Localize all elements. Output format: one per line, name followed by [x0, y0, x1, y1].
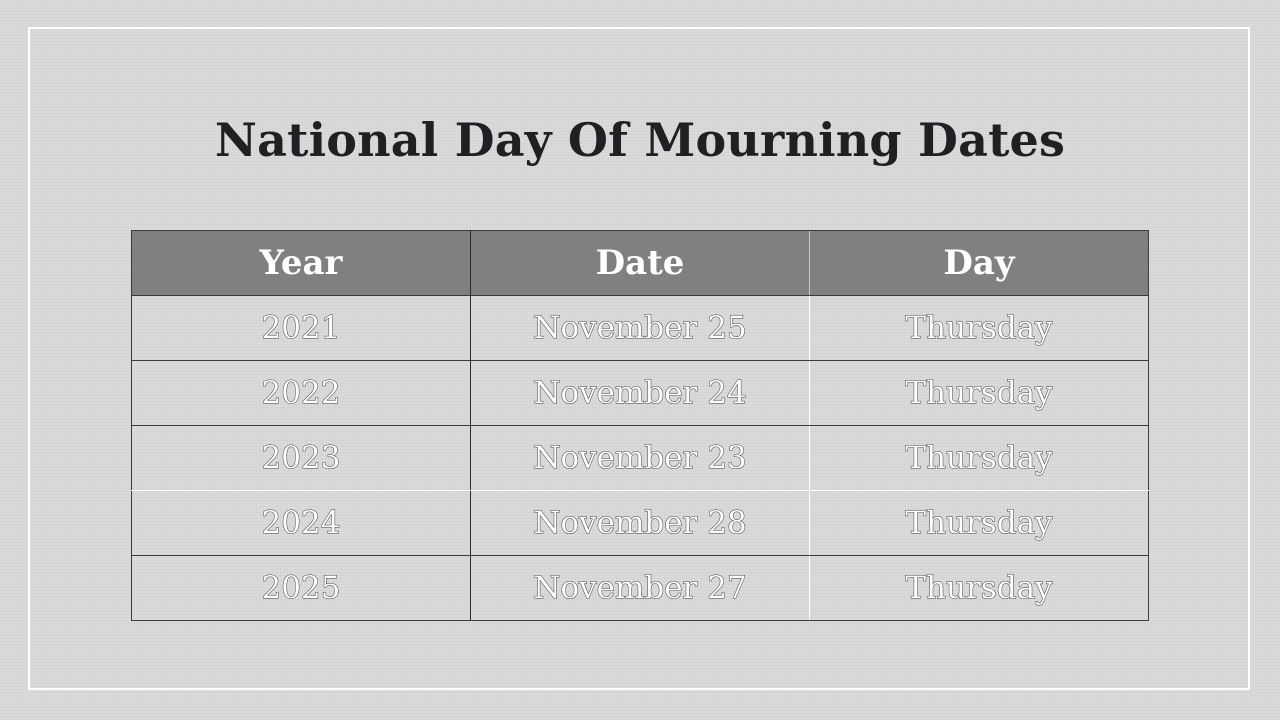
table-header-row	[132, 231, 1149, 296]
cell-date: November 28	[471, 491, 810, 556]
slide-title: National Day Of Mourning Dates	[214, 113, 1066, 167]
cell-day: Thursday	[810, 491, 1149, 556]
cell-year: 2021	[132, 296, 471, 361]
cell-day: Thursday	[810, 296, 1149, 361]
cell-date: November 25	[471, 296, 810, 361]
header-day: Day	[810, 231, 1149, 296]
table-row	[132, 556, 1149, 621]
cell-date: November 23	[471, 426, 810, 491]
cell-day: Thursday	[810, 426, 1149, 491]
cell-year: 2024	[132, 491, 471, 556]
cell-day: Thursday	[810, 556, 1149, 621]
table-row	[132, 426, 1149, 491]
table-row	[132, 296, 1149, 361]
cell-date: November 24	[471, 361, 810, 426]
table-row	[132, 361, 1149, 426]
cell-year: 2023	[132, 426, 471, 491]
mourning-dates-table	[131, 230, 1149, 621]
cell-year: 2025	[132, 556, 471, 621]
header-year: Year	[132, 231, 471, 296]
cell-date: November 27	[471, 556, 810, 621]
table-row	[132, 491, 1149, 556]
cell-day: Thursday	[810, 361, 1149, 426]
cell-year: 2022	[132, 361, 471, 426]
header-date: Date	[471, 231, 810, 296]
